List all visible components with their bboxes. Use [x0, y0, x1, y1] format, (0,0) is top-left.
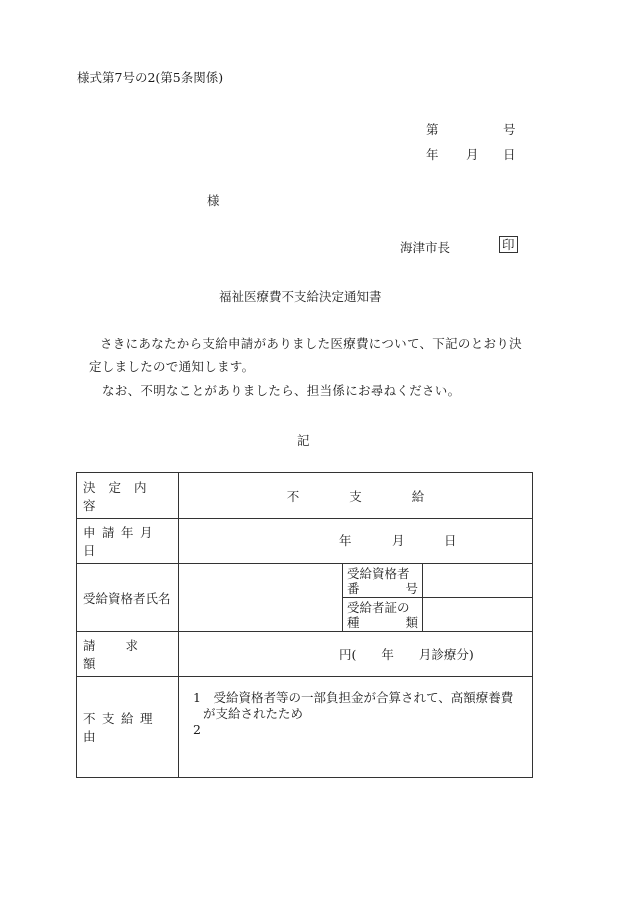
cert-no-label-cell [343, 564, 423, 598]
claim-label-cell [77, 632, 179, 677]
date-day: 日 [503, 147, 516, 162]
cert-no-value-cell [423, 564, 533, 598]
form-reference: 様式第7号の2(第5条関係) [77, 70, 224, 85]
cert-type-label-bottom-b: 類 [405, 614, 418, 630]
reason-value-cell [179, 677, 533, 778]
row-claim-amount [77, 632, 533, 677]
date-year: 年 [426, 147, 439, 162]
apply-date-value-cell [179, 519, 533, 564]
cert-type-value-cell [423, 598, 533, 632]
name-value-cell [179, 564, 343, 632]
name-label: 受給資格者氏名 [83, 590, 171, 606]
cert-type-label-top: 受給者証の [347, 599, 410, 615]
row-reason [77, 677, 533, 778]
issuer-title: 海津市長 [400, 240, 451, 255]
reason-1: 1 受給資格者等の一部負担金が合算されて、高額療養費 [193, 690, 514, 705]
reason-label: 不支給理由 [83, 711, 160, 744]
seal-mark [499, 236, 518, 253]
cert-type-label-bottom [347, 615, 418, 630]
claim-label: 請求額 [83, 638, 169, 671]
body-line-2: 定しましたので通知します。 [89, 359, 255, 374]
seal-label: 印 [499, 236, 518, 253]
decision-label: 決定内容 [83, 479, 160, 513]
decision-label-cell [77, 473, 179, 519]
reason-2: 2 [193, 722, 201, 737]
row-application-date [77, 519, 533, 564]
claim-value-cell [179, 632, 533, 677]
cert-type-label-cell [343, 598, 423, 632]
document-number-prefix: 第 [426, 122, 439, 137]
claim-value: 円( 年 月診療分) [339, 647, 474, 662]
body-line-3: なお、不明なことがありましたら、担当係にお尋ねください。 [102, 383, 461, 398]
reason-label-cell [77, 677, 179, 778]
reason-1-continued: が支給されたため [203, 706, 304, 721]
name-label-cell [77, 564, 179, 632]
decision-value: 不支給 [286, 488, 475, 504]
cert-no-label-bottom-b: 号 [405, 580, 418, 596]
apply-date-label-cell [77, 519, 179, 564]
ki-mark: 記 [297, 433, 310, 448]
apply-date-year: 年 [339, 533, 352, 548]
document-number-suffix: 号 [503, 122, 516, 137]
decision-value-cell [179, 473, 533, 519]
row-decision [77, 473, 533, 519]
apply-date-day: 日 [444, 533, 457, 548]
cert-type-label-bottom-a: 種 [347, 614, 360, 630]
date-month: 月 [466, 147, 479, 162]
decision-table [76, 472, 533, 778]
cert-no-label-bottom [347, 581, 418, 596]
apply-date-label: 申請年月日 [83, 525, 160, 558]
document-title: 福祉医療費不支給決定通知書 [219, 289, 382, 304]
cert-no-label-top: 受給資格者 [347, 565, 410, 581]
row-recipient-a [77, 564, 533, 598]
cert-no-label-bottom-a: 番 [347, 580, 360, 596]
apply-date-month: 月 [392, 533, 405, 548]
addressee-suffix: 様 [207, 193, 220, 208]
body-line-1: さきにあなたから支給申請がありました医療費について、下記のとおり決 [100, 336, 522, 351]
